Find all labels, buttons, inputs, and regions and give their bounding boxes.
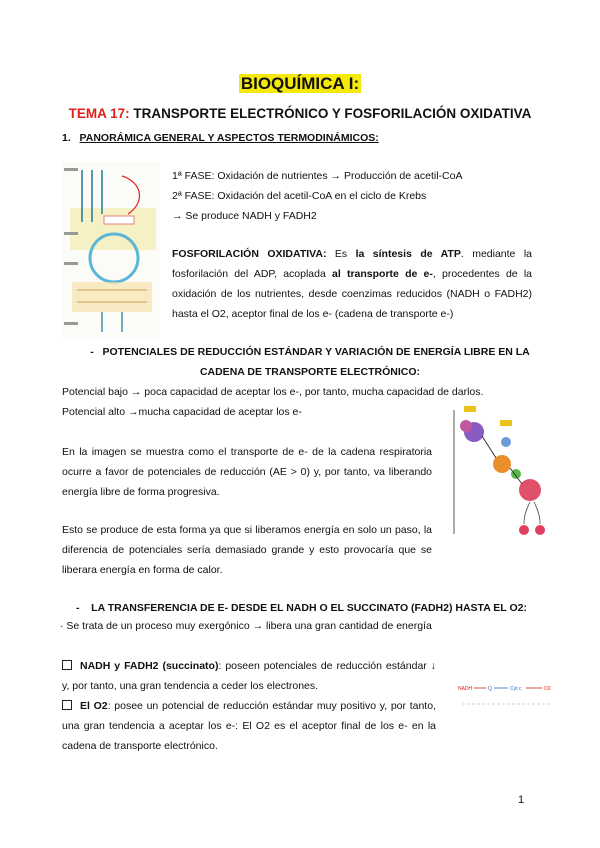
section-3-heading: - LA TRANSFERENCIA DE E- DESDE EL NADH O EL SUCCINATO (FADH2) HASTA EL O2: (76, 602, 527, 614)
checkbox-bullet-icon (62, 660, 72, 670)
figure-band-yellow (70, 208, 156, 250)
complex-ii (501, 437, 511, 447)
section-1-heading: 1. PANORÁMICA GENERAL Y ASPECTOS TERMODINÁMICOS: (62, 132, 379, 144)
page-number: 1 (518, 794, 525, 806)
electron-chain-figure (456, 678, 560, 718)
low-potential-text: Potencial bajo → poca capacidad de aceptar los e-, por tanto, mucha capacidad de darlos. (62, 386, 484, 398)
figure-band-orange (72, 282, 152, 312)
high-potential-text: Potencial alto →mucha capacidad de aceptar los e- (62, 406, 302, 418)
phase-2-text: 2ª FASE: Oxidación del acetil-CoA en el ciclo de Krebs (172, 190, 427, 202)
complex-iv (519, 479, 541, 501)
bullet-nadh: NADH y FADH2 (succinato): poseen potenciales de reducción estándar ↓ y, por tanto, una gran tendencia a ceder los electrones. (62, 660, 436, 692)
checkbox-bullet-icon (62, 700, 72, 710)
exergonic-intro: · Se trata de un proceso muy exergónico → libera una gran cantidad de energía (60, 620, 432, 632)
acetylcoa-box (104, 216, 134, 224)
nadh-label-box (464, 406, 476, 412)
chain-label-o2: O2 (544, 686, 551, 692)
oxygen-molecule (519, 525, 529, 535)
energy-paragraph-1: En la imagen se muestra como el transporte de e- de la cadena respiratoria ocurre a favor de potenciales de reducción (AE > 0) y, por tanto, va liberando energía libre de forma progresiva. (62, 446, 432, 498)
bullet-o2: El O2: posee un potencial de reducción estándar muy positivo y, por tanto, una gran tendencia a aceptar los e-: El O2 es el aceptor final de los e- en la cadena de transporte electrónico. (62, 700, 436, 752)
phase-2-result: → Se produce NADH y FADH2 (172, 210, 317, 222)
chain-label-cytc: Cyt c (510, 686, 522, 692)
section-2-heading: - POTENCIALES DE REDUCCIÓN ESTÁNDAR Y VARIACIÓN DE ENERGÍA LIBRE EN LA (90, 346, 530, 358)
fosforilacion-paragraph: FOSFORILACIÓN OXIDATIVA: Es la síntesis de ATP. mediante la fosforilación del ADP, acoplada al transporte de e-, procedentes de la oxidación de los nutrientes, desde coenzimas reducidos (NADH o FADH2) hasta el O2, aceptor final de los e- (cadena de transporte e-) (172, 248, 533, 320)
subtitle: TEMA 17: TRANSPORTE ELECTRÓNICO Y FOSFORILACIÓN OXIDATIVA (68, 106, 532, 121)
phase-1-text: 1ª FASE: Oxidación de nutrientes → Producción de acetil-CoA (172, 170, 463, 182)
redox-potential-figure (444, 402, 556, 542)
metabolism-overview-figure (62, 162, 160, 340)
main-title: BIOQUÍMICA I: (240, 74, 360, 93)
chain-label-q: Q (488, 686, 492, 692)
chain-label-nadh: NADH (458, 686, 473, 692)
section-2-heading-line2: CADENA DE TRANSPORTE ELECTRÓNICO: (199, 366, 421, 378)
energy-paragraph-2: Esto se produce de esta forma ya que si liberamos energía en solo un paso, la diferencia de potenciales sería demasiado grande y esto provocaría que se liberara energía en forma de calor. (62, 524, 432, 576)
